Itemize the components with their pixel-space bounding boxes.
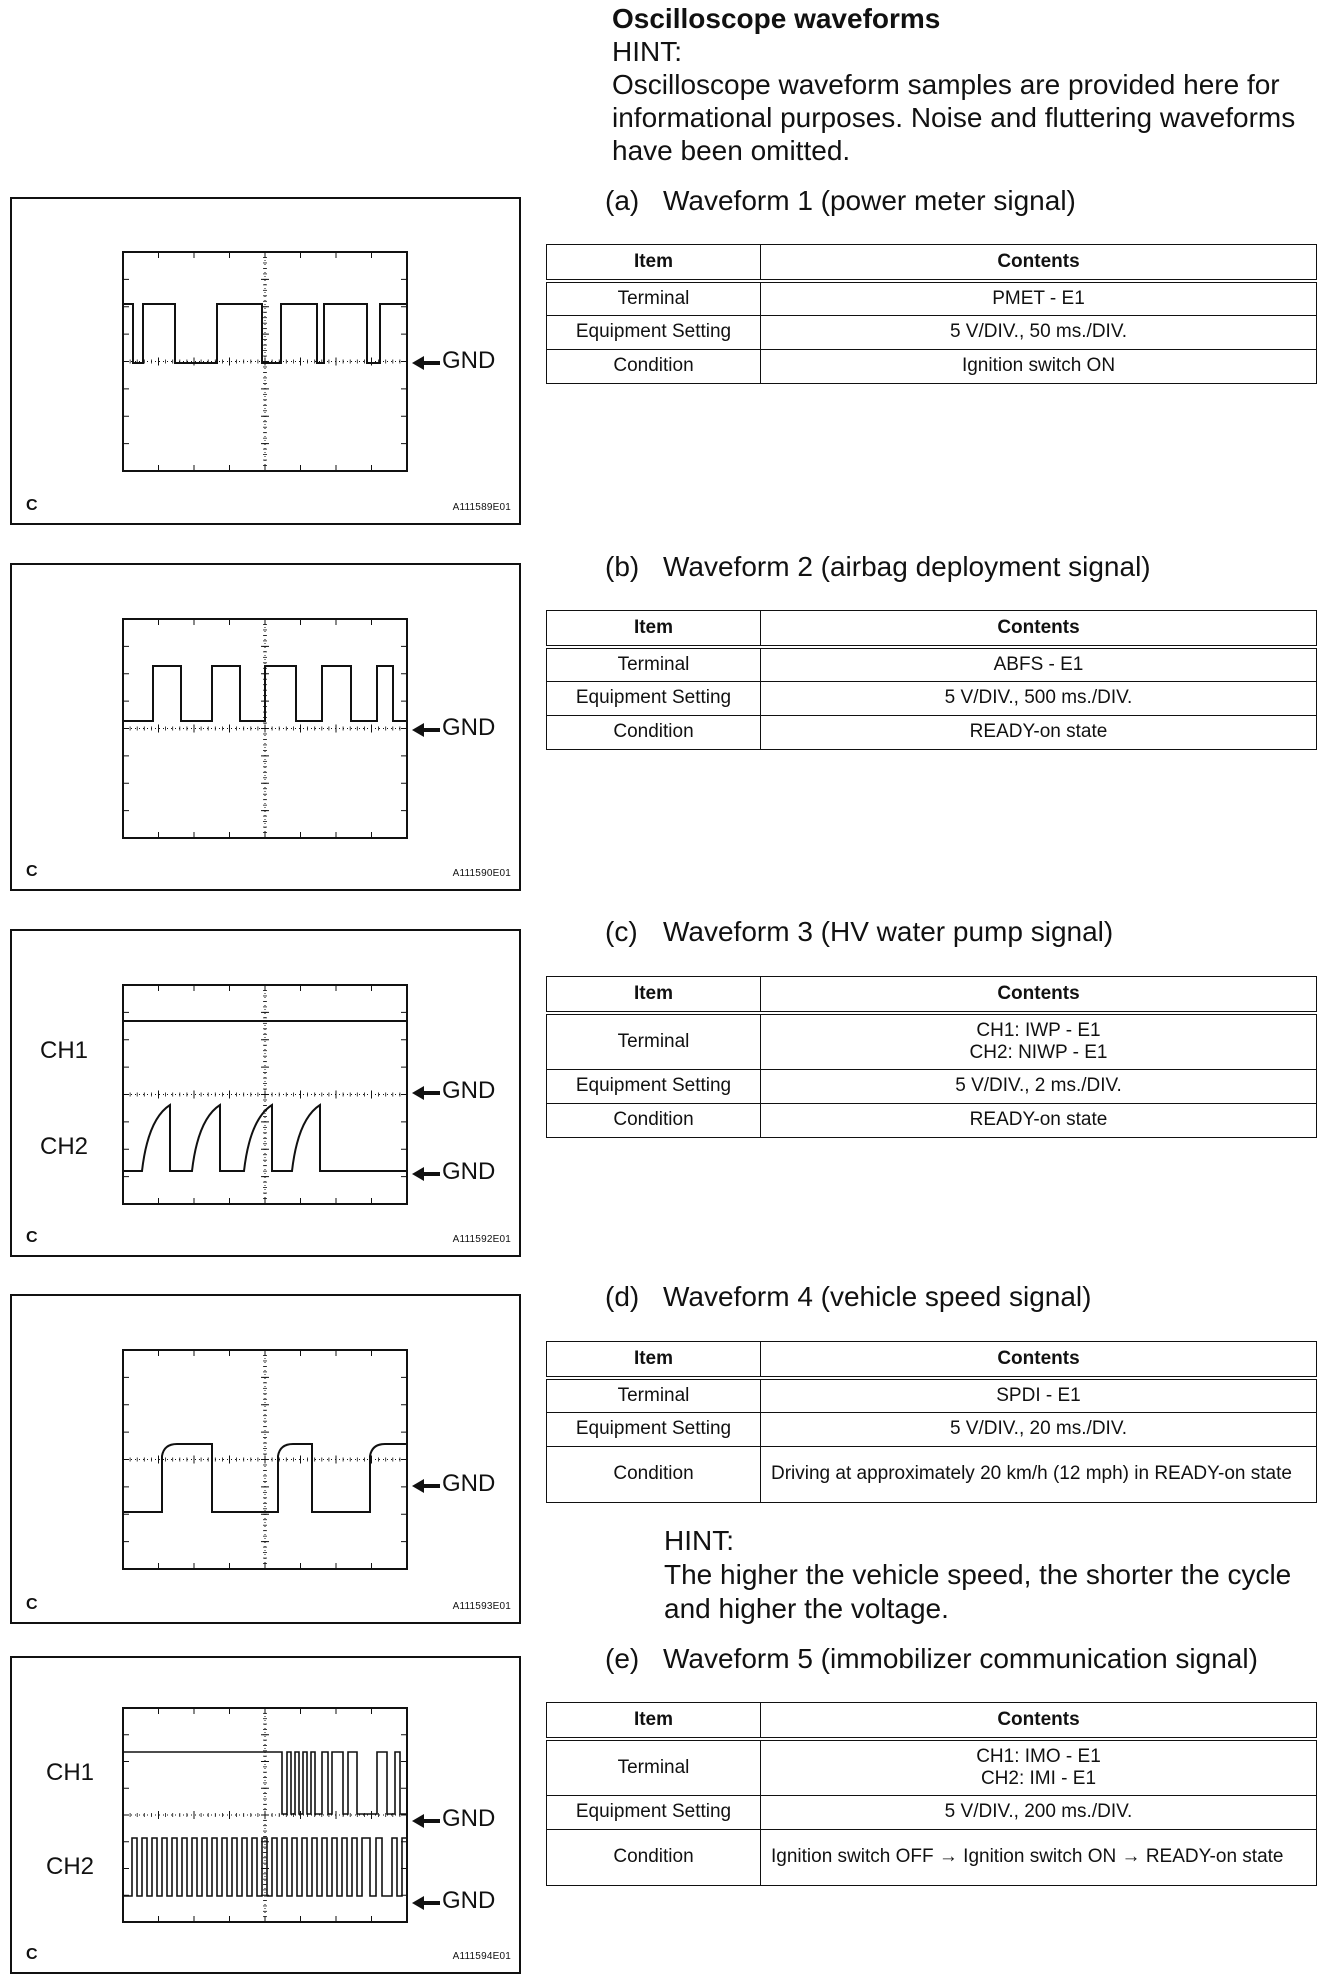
condition-value: Ignition switch OFF → Ignition switch ON → READY-on state — [761, 1829, 1317, 1885]
figure-c-label: C — [26, 1946, 38, 1963]
row-label: Equipment Setting — [547, 1795, 761, 1829]
col-contents: Contents — [761, 1342, 1317, 1379]
scope-screen — [12, 1296, 523, 1626]
figure-id: A111590E01 — [452, 868, 511, 879]
col-contents: Contents — [761, 245, 1317, 282]
row-label: Condition — [547, 1446, 761, 1502]
waveform-3-heading — [605, 916, 1113, 948]
waveform-2-figure — [10, 563, 521, 891]
condition-value: READY-on state — [761, 715, 1317, 749]
hint-text: The higher the vehicle speed, the shorter the cycle and higher the voltage. — [664, 1559, 1292, 1624]
row-label: Condition — [547, 1829, 761, 1885]
terminal-line-1: CH1: IMO - E1 — [976, 1745, 1101, 1767]
terminal-value: SPDI - E1 — [761, 1378, 1317, 1412]
condition-value: READY-on state — [761, 1103, 1317, 1137]
equipment-value: 5 V/DIV., 50 ms./DIV. — [761, 315, 1317, 349]
ch2-label: CH2 — [46, 1853, 95, 1880]
gnd-label: GND — [442, 347, 496, 374]
waveform-title: Waveform 4 (vehicle speed signal) — [663, 1281, 1092, 1312]
hint-label: HINT: — [612, 36, 682, 67]
waveform-letter: (b) — [605, 551, 640, 582]
col-item: Item — [547, 1703, 761, 1740]
waveform-letter: (a) — [605, 185, 640, 216]
gnd-arrow-icon — [412, 1167, 440, 1181]
figure-c-label: C — [26, 1596, 38, 1613]
col-contents: Contents — [761, 977, 1317, 1014]
waveform-1-table — [546, 244, 1317, 384]
hint-text: Oscilloscope waveform samples are provided here for informational purposes. Noise and fluttering waveforms have been omitted. — [612, 69, 1296, 166]
waveform-title: Waveform 1 (power meter signal) — [663, 185, 1076, 216]
gnd-arrow-icon — [412, 1896, 440, 1910]
hint-label: HINT: — [664, 1525, 734, 1556]
waveform-title: Waveform 3 (HV water pump signal) — [663, 916, 1114, 947]
waveform-title: Waveform 5 (immobilizer communication signal) — [663, 1643, 1258, 1674]
row-label: Terminal — [547, 647, 761, 681]
scope-grid — [123, 1708, 407, 1922]
signal-trace — [123, 666, 407, 721]
gnd-label: GND — [442, 1470, 496, 1497]
figure-id: A111594E01 — [452, 1951, 511, 1962]
intro-block — [612, 2, 1312, 167]
ch2-trace — [123, 1838, 407, 1896]
gnd-arrow-icon — [412, 1086, 440, 1100]
gnd-label: GND — [442, 1158, 496, 1185]
ch2-label: CH2 — [40, 1133, 89, 1160]
col-contents: Contents — [761, 1703, 1317, 1740]
gnd-label: GND — [442, 714, 496, 741]
gnd-arrow-icon — [412, 723, 440, 737]
waveform-letter: (e) — [605, 1643, 640, 1674]
condition-value: Driving at approximately 20 km/h (12 mph) in READY-on state — [761, 1446, 1317, 1502]
waveform-3-figure — [10, 929, 521, 1257]
waveform-4-table — [546, 1341, 1317, 1503]
terminal-value — [761, 1739, 1317, 1795]
row-label: Condition — [547, 349, 761, 383]
row-label: Condition — [547, 1103, 761, 1137]
row-label: Equipment Setting — [547, 1069, 761, 1103]
gnd-label: GND — [442, 1887, 496, 1914]
figure-c-label: C — [26, 497, 38, 514]
row-label: Terminal — [547, 1013, 761, 1069]
col-item: Item — [547, 611, 761, 648]
figure-c-label: C — [26, 863, 38, 880]
waveform-1-heading — [605, 185, 1076, 217]
waveform-title: Waveform 2 (airbag deployment signal) — [663, 551, 1151, 582]
row-label: Terminal — [547, 1739, 761, 1795]
speed-hint — [664, 1524, 1304, 1626]
waveform-4-figure — [10, 1294, 521, 1624]
row-label: Equipment Setting — [547, 681, 761, 715]
row-label: Terminal — [547, 281, 761, 315]
terminal-value: PMET - E1 — [761, 281, 1317, 315]
gnd-label: GND — [442, 1077, 496, 1104]
row-label: Terminal — [547, 1378, 761, 1412]
col-item: Item — [547, 1342, 761, 1379]
gnd-arrow-icon — [412, 356, 440, 370]
scope-grid — [123, 619, 407, 838]
figure-id: A111593E01 — [452, 1601, 511, 1612]
col-item: Item — [547, 977, 761, 1014]
row-label: Equipment Setting — [547, 1412, 761, 1446]
figure-id: A111592E01 — [452, 1234, 511, 1245]
waveform-letter: (d) — [605, 1281, 640, 1312]
waveform-4-heading — [605, 1281, 1091, 1313]
waveform-5-figure — [10, 1656, 521, 1974]
figure-id: A111589E01 — [452, 502, 511, 513]
terminal-line-2: CH2: NIWP - E1 — [969, 1041, 1108, 1063]
waveform-1-figure — [10, 197, 521, 525]
terminal-line-2: CH2: IMI - E1 — [980, 1767, 1097, 1789]
condition-value: Ignition switch ON — [761, 349, 1317, 383]
scope-grid — [123, 1350, 407, 1569]
col-item: Item — [547, 245, 761, 282]
equipment-value: 5 V/DIV., 200 ms./DIV. — [761, 1795, 1317, 1829]
equipment-value: 5 V/DIV., 20 ms./DIV. — [761, 1412, 1317, 1446]
ch1-label: CH1 — [40, 1037, 89, 1064]
waveform-5-heading — [605, 1643, 1258, 1675]
waveform-2-heading — [605, 551, 1151, 583]
row-label: Equipment Setting — [547, 315, 761, 349]
terminal-line-1: CH1: IWP - E1 — [976, 1019, 1101, 1041]
terminal-value — [761, 1013, 1317, 1069]
page-title: Oscilloscope waveforms — [612, 3, 941, 34]
gnd-arrow-icon — [412, 1479, 440, 1493]
row-label: Condition — [547, 715, 761, 749]
ch1-label: CH1 — [46, 1759, 95, 1786]
waveform-3-table — [546, 976, 1317, 1138]
waveform-letter: (c) — [605, 916, 638, 947]
equipment-value: 5 V/DIV., 2 ms./DIV. — [761, 1069, 1317, 1103]
col-contents: Contents — [761, 611, 1317, 648]
gnd-arrow-icon — [412, 1814, 440, 1828]
gnd-label: GND — [442, 1805, 496, 1832]
figure-c-label: C — [26, 1229, 38, 1246]
waveform-5-table — [546, 1702, 1317, 1886]
terminal-value: ABFS - E1 — [761, 647, 1317, 681]
waveform-2-table — [546, 610, 1317, 750]
equipment-value: 5 V/DIV., 500 ms./DIV. — [761, 681, 1317, 715]
scope-grid — [123, 252, 407, 471]
